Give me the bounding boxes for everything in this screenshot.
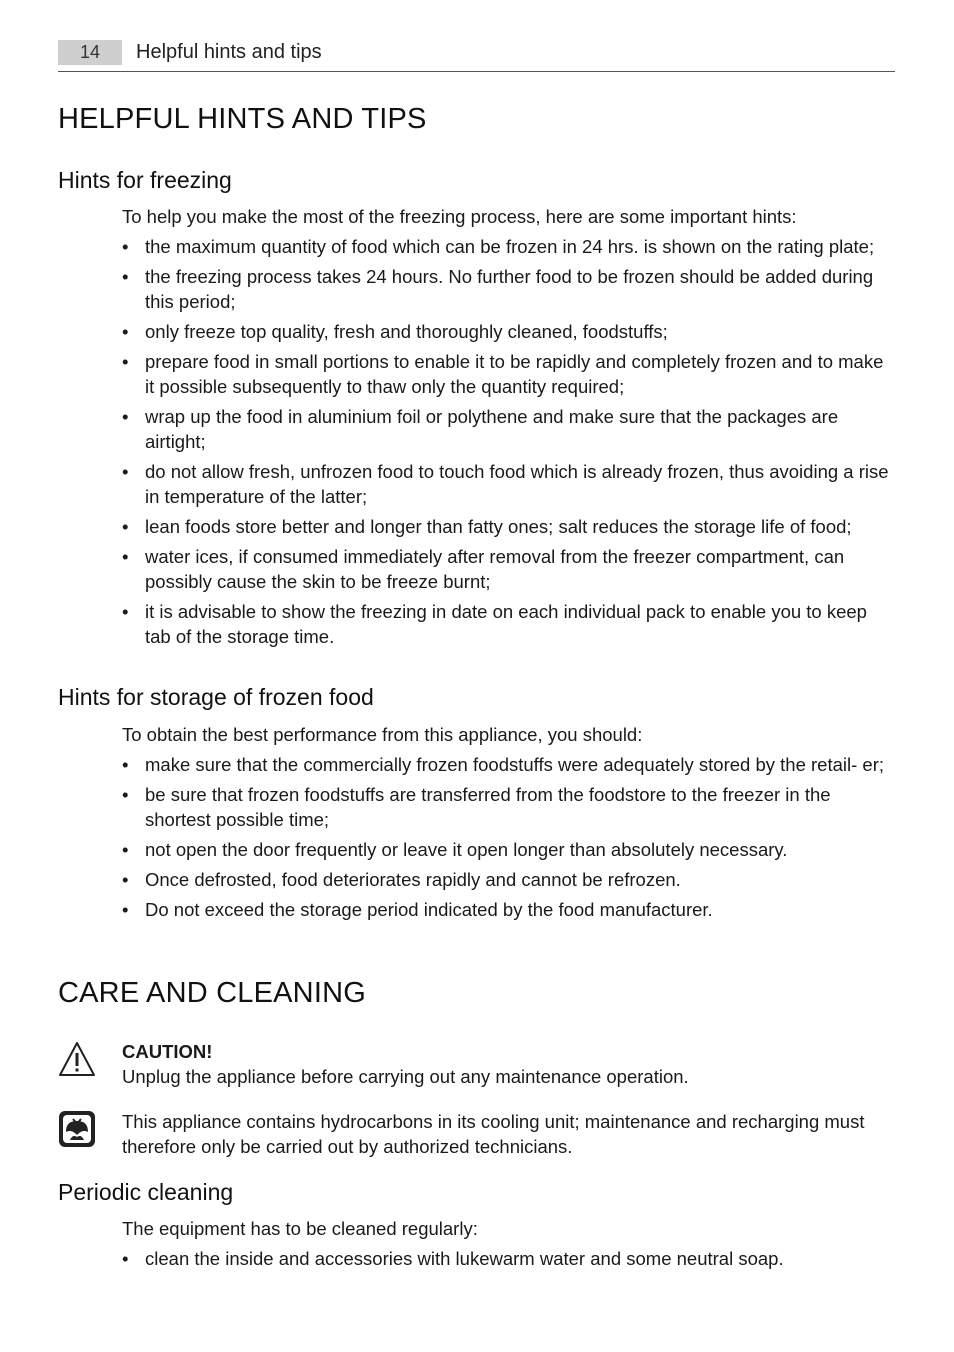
freezing-intro: To help you make the most of the freezing process, here are some important hints: <box>122 206 797 227</box>
list-item <box>122 897 894 922</box>
bullet-icon: • <box>122 754 129 775</box>
environment-icon <box>58 1110 96 1148</box>
bullet-icon: • <box>122 321 129 342</box>
bullet-icon: • <box>122 899 129 920</box>
caution-title: CAUTION! <box>122 1041 213 1062</box>
section-title-care: CARE AND CLEANING <box>58 977 366 1009</box>
periodic-intro: The equipment has to be cleaned regularly: <box>122 1218 478 1239</box>
list-item-text: only freeze top quality, fresh and thoroughly cleaned, foodstuffs; <box>145 321 668 342</box>
list-item-text: water ices, if consumed immediately after removal from the freezer compartment, can possibly cause the skin to be freeze burnt; <box>145 546 845 592</box>
list-item <box>122 544 894 594</box>
bullet-icon: • <box>122 351 129 372</box>
page-header <box>58 40 895 72</box>
list-item-text: be sure that frozen foodstuffs are transferred from the foodstore to the freezer in the shortest possible time; <box>145 784 831 830</box>
list-item-text: make sure that the commercially frozen foodstuffs were adequately stored by the retail- er; <box>145 754 884 775</box>
storage-list <box>122 752 894 927</box>
environment-text: This appliance contains hydrocarbons in its cooling unit; maintenance and recharging must therefore only be carried out by authorized technicians. <box>122 1111 865 1157</box>
bullet-icon: • <box>122 839 129 860</box>
section-title-hints: HELPFUL HINTS AND TIPS <box>58 103 427 135</box>
list-item <box>122 459 894 509</box>
header-title: Helpful hints and tips <box>136 41 322 63</box>
bullet-icon: • <box>122 601 129 622</box>
warning-triangle-icon <box>58 1040 96 1078</box>
list-item <box>122 264 894 314</box>
list-item-text: it is advisable to show the freezing in date on each individual pack to enable you to keep tab of the storage time. <box>145 601 867 647</box>
list-item <box>122 867 894 892</box>
list-item-text: clean the inside and accessories with lukewarm water and some neutral soap. <box>145 1248 784 1269</box>
list-item-text: prepare food in small portions to enable it to be rapidly and completely frozen and to make it possible subsequently to thaw only the quantity required; <box>145 351 884 397</box>
list-item <box>122 349 894 399</box>
freezing-list <box>122 234 894 654</box>
list-item <box>122 404 894 454</box>
freezing-heading: Hints for freezing <box>58 167 232 193</box>
list-item <box>122 514 894 539</box>
list-item <box>122 319 894 344</box>
list-item <box>122 837 894 862</box>
periodic-list <box>122 1246 894 1276</box>
page-number: 14 <box>58 40 122 65</box>
bullet-icon: • <box>122 784 129 805</box>
bullet-icon: • <box>122 461 129 482</box>
bullet-icon: • <box>122 869 129 890</box>
list-item-text: Do not exceed the storage period indicated by the food manufacturer. <box>145 899 713 920</box>
bullet-icon: • <box>122 266 129 287</box>
list-item <box>122 234 894 259</box>
list-item <box>122 752 894 777</box>
list-item <box>122 782 894 832</box>
periodic-heading: Periodic cleaning <box>58 1179 234 1205</box>
list-item-text: Once defrosted, food deteriorates rapidly and cannot be refrozen. <box>145 869 681 890</box>
list-item-text: the freezing process takes 24 hours. No further food to be frozen should be added during this period; <box>145 266 874 312</box>
storage-heading: Hints for storage of frozen food <box>58 684 374 710</box>
bullet-icon: • <box>122 516 129 537</box>
list-item-text: do not allow fresh, unfrozen food to touch food which is already frozen, thus avoiding a rise in temperature of the latter; <box>145 461 889 507</box>
list-item-text: wrap up the food in aluminium foil or polythene and make sure that the packages are airtight; <box>145 406 839 452</box>
bullet-icon: • <box>122 546 129 567</box>
list-item <box>122 599 894 649</box>
bullet-icon: • <box>122 406 129 427</box>
list-item <box>122 1246 894 1271</box>
storage-intro: To obtain the best performance from this appliance, you should: <box>122 724 643 745</box>
bullet-icon: • <box>122 1248 129 1269</box>
caution-text: Unplug the appliance before carrying out any maintenance operation. <box>122 1066 689 1087</box>
list-item-text: the maximum quantity of food which can be frozen in 24 hrs. is shown on the rating plate; <box>145 236 875 257</box>
bullet-icon: • <box>122 236 129 257</box>
list-item-text: not open the door frequently or leave it open longer than absolutely necessary. <box>145 839 788 860</box>
list-item-text: lean foods store better and longer than fatty ones; salt reduces the storage life of food; <box>145 516 852 537</box>
